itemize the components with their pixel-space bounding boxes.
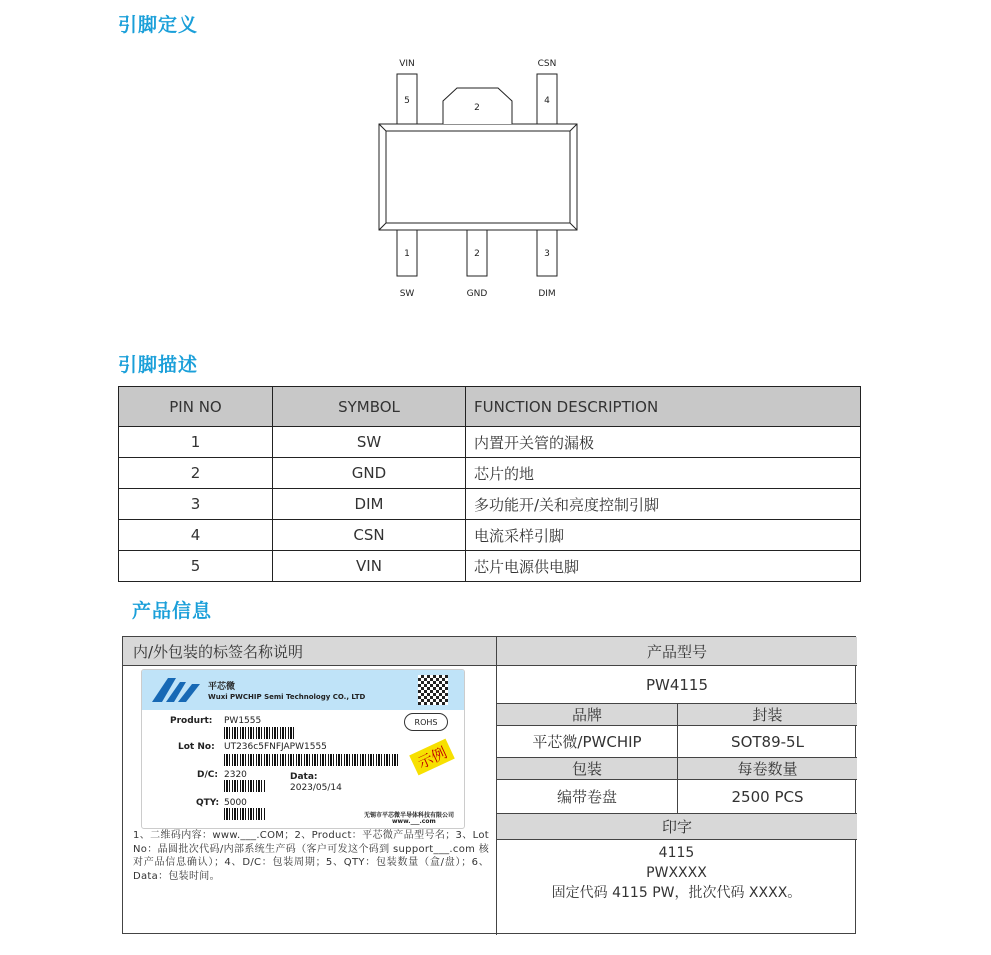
cell-symbol: SW — [273, 427, 466, 458]
cell-function: 芯片电源供电脚 — [466, 551, 861, 582]
table-row — [119, 520, 861, 551]
header-symbol: SYMBOL — [273, 387, 466, 427]
section-title-pin-definition: 引脚定义 — [118, 14, 199, 36]
label-dc-key: D/C: — [197, 770, 218, 780]
model-header-cell: 产品型号 — [496, 637, 857, 666]
table-row — [119, 489, 861, 520]
label-title-cell: 内/外包装的标签名称说明 — [123, 637, 496, 666]
cell-symbol: DIM — [273, 489, 466, 520]
section-title-product-info: 产品信息 — [132, 600, 213, 622]
label-dc-value: 2320 — [224, 770, 247, 780]
cell-function: 电流采样引脚 — [466, 520, 861, 551]
label-notes: 1、二维码内容：www.___.COM；2、Product：平芯微产品型号名；3、Lot No：晶圆批次代码/内部系统生产码（客户可发这个码到 support___.com 核对产品信息确认）；4、D/C：包装周期；5、QTY：包装数量（盒/盘）；6、Data：包装时间。 — [133, 830, 489, 882]
cell-symbol: GND — [273, 458, 466, 489]
brand-value-cell: 平芯微/PWCHIP — [496, 726, 677, 757]
label-company-cn: 无锡市平芯微半导体科技有限公司 — [364, 812, 455, 819]
label-brand-cn: 平芯微 — [208, 682, 236, 692]
pin-1-name: SW — [399, 289, 415, 299]
label-company-en: Wuxi PWCHIP Semi Technology CO., LTD — [208, 693, 366, 701]
cell-pin-no: 2 — [119, 458, 273, 489]
label-lot-value: UT236c5FNFJAPW1555 — [224, 742, 327, 752]
pin-description-table — [118, 386, 861, 582]
pin-2-number: 2 — [474, 249, 480, 259]
marking-lines — [496, 843, 857, 903]
chip-body — [379, 124, 577, 230]
barcode-icon — [224, 808, 266, 820]
cell-symbol: VIN — [273, 551, 466, 582]
table-row — [119, 427, 861, 458]
cell-symbol: CSN — [273, 520, 466, 551]
label-qty-value: 5000 — [224, 798, 247, 808]
cell-function: 内置开关管的漏极 — [466, 427, 861, 458]
product-info-table — [122, 636, 856, 934]
cell-pin-no: 4 — [119, 520, 273, 551]
cell-function: 多功能开/关和亮度控制引脚 — [466, 489, 861, 520]
packing-header-cell: 包装 — [496, 757, 677, 780]
label-product-key: Produrt: — [170, 716, 213, 726]
cell-pin-no: 5 — [119, 551, 273, 582]
pin-diagram — [0, 0, 991, 320]
table-header-row — [119, 387, 861, 427]
pin-4-name: CSN — [537, 59, 557, 69]
package-header-cell: 封装 — [677, 703, 857, 726]
cell-function: 芯片的地 — [466, 458, 861, 489]
label-product-value: PW1555 — [224, 716, 262, 726]
pin-3-number: 3 — [544, 249, 550, 259]
table-row — [119, 551, 861, 582]
marking-line-2: PWXXXX — [646, 865, 707, 881]
sample-stamp: 示例 — [409, 739, 455, 776]
marking-line-3: 固定代码 4115 PW，批次代码 XXXX。 — [551, 885, 802, 901]
qr-code-icon — [418, 675, 448, 705]
barcode-icon — [224, 780, 266, 792]
label-qty-key: QTY: — [196, 798, 220, 808]
header-pin-no: PIN NO — [119, 387, 273, 427]
label-data-key: Data: — [290, 772, 318, 782]
label-website: www.___.com — [392, 818, 436, 825]
qty-header-cell: 每卷数量 — [677, 757, 857, 780]
marking-line-1: 4115 — [658, 845, 695, 861]
marking-header-cell: 印字 — [496, 813, 857, 840]
pin-5-name: VIN — [399, 59, 415, 69]
barcode-icon — [224, 727, 296, 739]
pin-5-number: 5 — [404, 96, 410, 106]
section-title-pin-description: 引脚描述 — [118, 354, 199, 376]
pin-1-number: 1 — [404, 249, 410, 259]
header-function: FUNCTION DESCRIPTION — [466, 387, 861, 427]
pin-4-number: 4 — [544, 96, 550, 106]
brand-header-cell: 品牌 — [496, 703, 677, 726]
label-data-value: 2023/05/14 — [290, 783, 342, 793]
pwchip-logo-icon — [150, 676, 202, 704]
package-value-cell: SOT89-5L — [677, 726, 857, 757]
barcode-icon — [224, 754, 400, 766]
pin-2-top-number: 2 — [474, 103, 480, 113]
cell-pin-no: 1 — [119, 427, 273, 458]
rohs-badge: ROHS — [404, 713, 448, 731]
qty-value-cell: 2500 PCS — [677, 780, 857, 813]
pin-3-name: DIM — [538, 289, 556, 299]
pin-2-name: GND — [466, 289, 488, 299]
packing-value-cell: 编带卷盘 — [496, 780, 677, 813]
model-value-cell: PW4115 — [496, 666, 857, 703]
package-label-sample — [141, 669, 465, 829]
cell-pin-no: 3 — [119, 489, 273, 520]
label-lot-key: Lot No: — [178, 742, 215, 752]
table-row — [119, 458, 861, 489]
